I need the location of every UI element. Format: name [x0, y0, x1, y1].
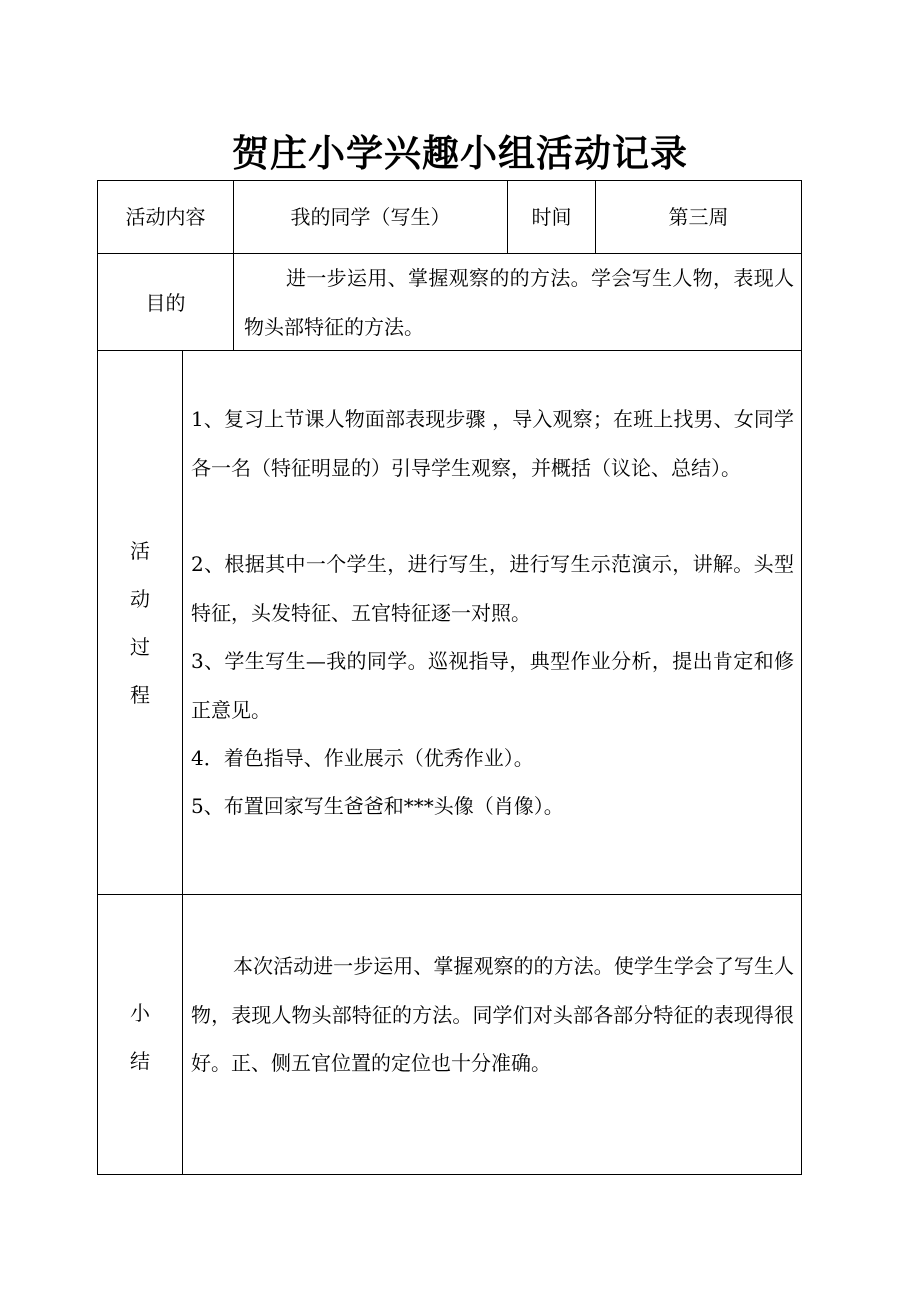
- page-title: 贺庄小学兴趣小组活动记录: [232, 131, 688, 175]
- purpose-text: 进一步运用、掌握观察的的方法。学会写生人物，表现人物头部特征的方法。: [244, 266, 794, 339]
- time-value: 第三周: [668, 205, 729, 229]
- col-divider-label-narrow: [182, 350, 183, 1175]
- summary-label-char: 结: [130, 1049, 150, 1073]
- process-label-char: 过: [130, 635, 150, 659]
- content-value: 我的同学（写生）: [290, 205, 451, 229]
- process-label-char: 动: [130, 587, 150, 611]
- process-step: 3、学生写生—我的同学。巡视指导，典型作业分析，提出肯定和修正意见。: [191, 649, 794, 722]
- process-step: 4．着色指导、作业展示（优秀作业）。: [191, 746, 534, 770]
- process-step: 5、布置回家写生爸爸和***头像（肖像）。: [191, 794, 564, 818]
- purpose-label: 目的: [145, 291, 186, 315]
- process-step: 1、复习上节课人物面部表现步骤 ，导入观察；在班上找男、女同学各一名（特征明显的）引导学生观察，并概括（议论、总结）。: [191, 407, 794, 480]
- row-divider-process: [97, 894, 802, 895]
- time-label: 时间: [531, 205, 572, 229]
- summary-label-char: 小: [130, 1001, 150, 1025]
- process-label-char: 程: [130, 683, 150, 707]
- summary-text: 本次活动进一步运用、掌握观察的的方法。使学生学会了写生人物，表现人物头部特征的方法。同学们对头部各部分特征的表现得很好。正、侧五官位置的定位也十分准确。: [191, 954, 794, 1075]
- process-label-char: 活: [130, 539, 150, 563]
- content-label: 活动内容: [125, 205, 206, 229]
- process-step: 2、根据其中一个学生，进行写生，进行写生示范演示，讲解。头型特征，头发特征、五官特征逐一对照。: [191, 552, 794, 625]
